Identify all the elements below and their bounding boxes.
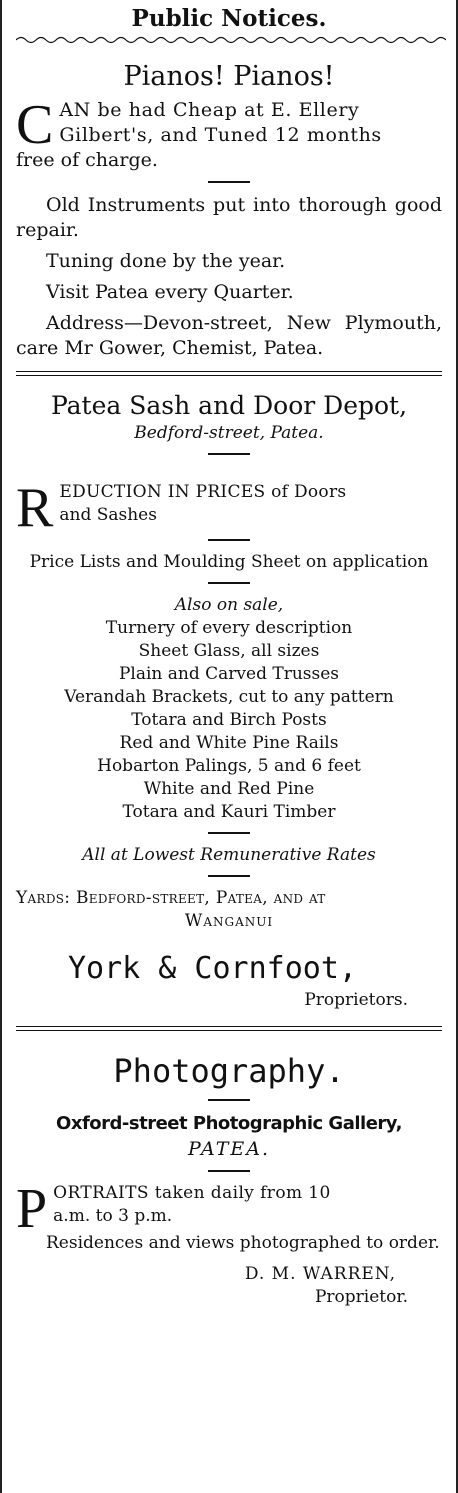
short-rule xyxy=(208,539,250,541)
list-item: Turnery of every description xyxy=(105,618,353,638)
ad-photo-line1: ORTRAITS taken daily from 10 xyxy=(53,1183,331,1203)
ad-sash-line2: and Sashes xyxy=(59,505,157,525)
dropcap-r: R xyxy=(16,477,54,539)
ad-photo-title: Photography. xyxy=(113,1052,345,1090)
ad-sash-items xyxy=(16,617,442,824)
short-rule xyxy=(208,582,250,584)
ad-pianos-line2: Gilbert's, and Tuned 12 months xyxy=(59,124,382,146)
short-rule xyxy=(208,453,250,455)
double-rule xyxy=(16,1026,442,1031)
section-header: Public Notices. xyxy=(131,5,327,32)
ad-pianos-tuning: Tuning done by the year. xyxy=(46,250,286,272)
ad-photo-gallery: Oxford-street Photographic Gallery, xyxy=(56,1113,402,1134)
ad-pianos-line3: free of charge. xyxy=(16,149,158,171)
ad-photo-owner-role: Proprietor. xyxy=(314,1287,408,1307)
ad-sash-subtitle: Bedford-street, Patea. xyxy=(134,423,324,443)
list-item: Totara and Kauri Timber xyxy=(122,802,336,822)
ad-photo-line2: a.m. to 3 p.m. xyxy=(53,1206,173,1226)
ad-photo-owner: D. M. WARREN, xyxy=(244,1264,396,1284)
short-rule xyxy=(208,181,250,183)
ad-sash-line1: EDUCTION IN PRICES of Doors xyxy=(59,482,347,502)
ad-sash-rates: All at Lowest Remunerative Rates xyxy=(82,845,376,865)
dropcap-p: P xyxy=(16,1178,48,1240)
ad-sash xyxy=(16,390,442,1012)
ad-sash-firm: York & Cornfoot, xyxy=(68,951,357,986)
ad-photo-residences: Residences and views photographed to order. xyxy=(46,1233,440,1253)
short-rule xyxy=(208,832,250,834)
ad-sash-firm-role: Proprietors. xyxy=(304,990,408,1010)
list-item: Plain and Carved Trusses xyxy=(118,664,340,684)
list-item: Totara and Birch Posts xyxy=(131,710,327,730)
list-item: Verandah Brackets, cut to any pattern xyxy=(64,687,394,707)
list-item: White and Red Pine xyxy=(143,779,315,799)
ad-sash-yards-line1: Yards: Bedford-street, Patea, and at xyxy=(16,888,326,908)
ad-pianos-opening xyxy=(16,94,442,173)
ad-sash-title: Patea Sash and Door Depot, xyxy=(50,391,408,420)
wavy-rule xyxy=(16,34,446,46)
short-rule xyxy=(208,1099,250,1101)
double-rule xyxy=(16,371,442,376)
ad-pianos-visit: Visit Patea every Quarter. xyxy=(46,281,294,303)
dropcap-c: C xyxy=(16,94,54,156)
ad-pianos-title: Pianos! Pianos! xyxy=(123,61,335,92)
ad-pianos-address: Address—Devon-street, New Plymouth, care Mr Gower, Chemist, Patea. xyxy=(16,312,442,359)
ad-sash-also: Also on sale, xyxy=(174,595,284,615)
ad-pianos-line1: AN be had Cheap at E. Ellery xyxy=(59,99,360,121)
ad-sash-yards-line2: Wanganui xyxy=(184,911,274,931)
short-rule xyxy=(208,1170,250,1172)
ad-sash-price-lists: Price Lists and Moulding Sheet on application xyxy=(29,552,429,572)
ad-pianos xyxy=(16,60,442,361)
list-item: Hobarton Palings, 5 and 6 feet xyxy=(97,756,361,776)
ad-sash-opening xyxy=(16,477,442,539)
list-item: Red and White Pine Rails xyxy=(119,733,339,753)
ad-photo-opening xyxy=(16,1178,442,1240)
list-item: Sheet Glass, all sizes xyxy=(138,641,320,661)
short-rule xyxy=(208,875,250,877)
ad-pianos-repair: Old Instruments put into thorough good repair. xyxy=(16,194,442,241)
ad-photo xyxy=(16,1051,442,1309)
ad-photo-place: PATEA. xyxy=(187,1138,271,1160)
